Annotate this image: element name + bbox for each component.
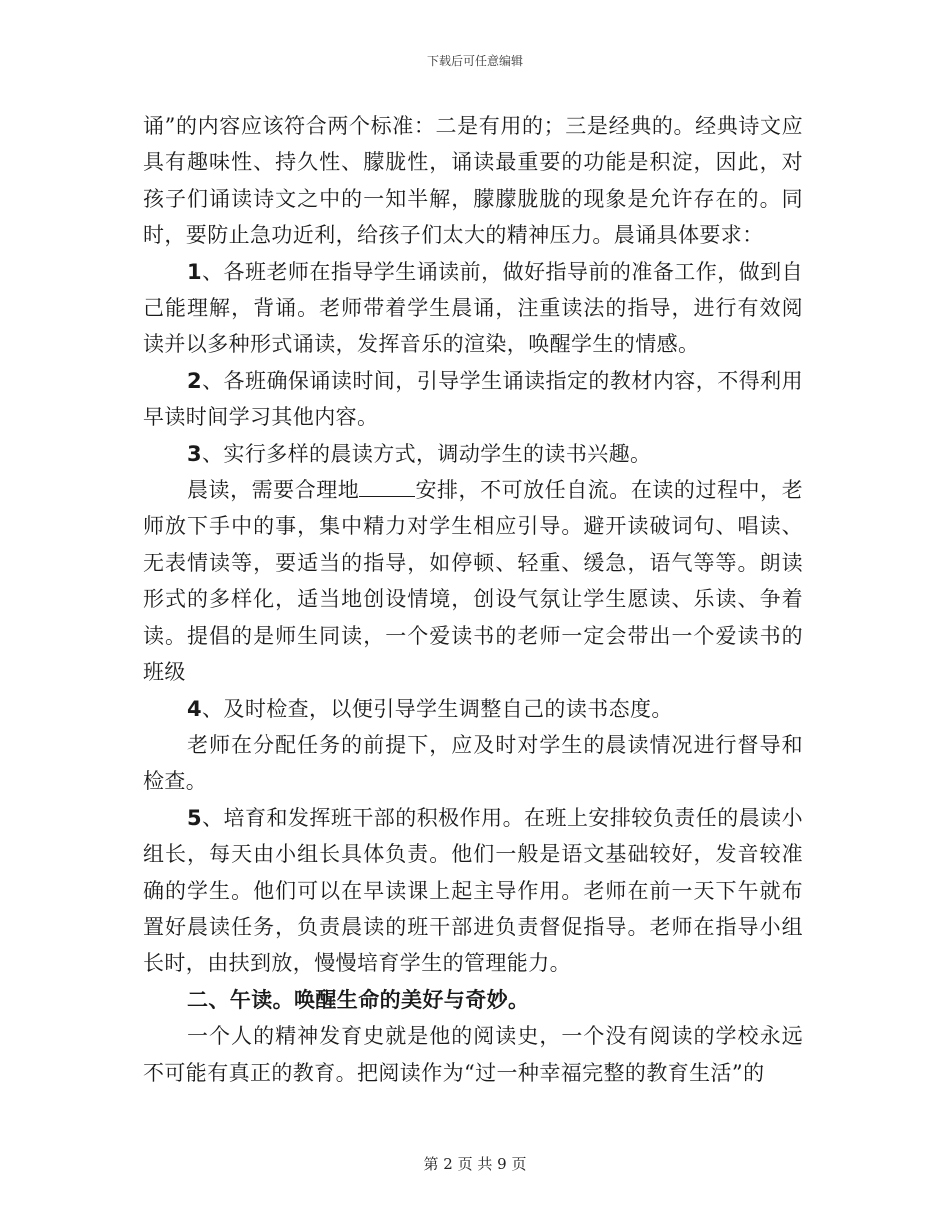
item-number: 3	[187, 441, 203, 466]
paragraph-item-2	[143, 363, 803, 436]
section-heading: 二、午读。唤醒生命的美好与奇妙。	[187, 986, 530, 1012]
paragraph-item-1	[143, 254, 803, 363]
item-text: 、培育和发挥班干部的积极作用。在班上安排较负责任的晨读小组长，每天由小组长具体负责。他们一般是语文基础较好，发音较准确的学生。他们可以在早读课上起主导作用。老师在前一天下午就布置好晨读任务，负责晨读的班干部进负责督促指导。老师在指导小组长时，由扶到放，慢慢培育学生的管理能力。	[143, 805, 803, 976]
item-number: 2	[187, 368, 203, 393]
paragraph-morning-reading	[143, 472, 803, 690]
item-number: 4	[187, 696, 203, 721]
page-footer: 第 2 页 共 9 页	[423, 1155, 527, 1173]
paragraph-item-5	[143, 800, 803, 982]
item-number: 1	[187, 259, 203, 284]
paragraph-1: 诵”的内容应该符合两个标准：二是有用的；三是经典的。经典诗文应具有趣味性、持久性、朦胧性，诵读最重要的功能是积淀，因此，对孩子们诵读诗文之中的一知半解，朦朦胧胧的现象是允许存在的。同时，要防止急功近利，给孩子们太大的精神压力。晨诵具体要求：	[143, 114, 803, 248]
paragraph-check: 老师在分配任务的前提下，应及时对学生的晨读情况进行督导和检查。	[143, 732, 803, 794]
page-header: 下载后可任意编辑	[426, 54, 523, 68]
item-text: 、及时检查，以便引导学生调整自己的读书态度。	[202, 696, 673, 721]
text-before-blank: 晨读，需要合理地	[187, 478, 360, 503]
item-text: 、实行多样的晨读方式，调动学生的读书兴趣。	[202, 441, 652, 466]
item-text: 、各班确保诵读时间，引导学生诵读指定的教材内容，不得利用早读时间学习其他内容。	[143, 368, 803, 430]
paragraph-item-3	[143, 436, 803, 472]
document-body	[143, 108, 803, 1091]
text-after-blank: 安排，不可放任自流。在读的过程中，老师放下手中的事，集中精力对学生相应引导。避开读破词句、唱读、无表情读等，要适当的指导，如停顿、轻重、缓急，语气等等。朗读形式的多样化，适当地创设情境，创设气氛让学生愿读、乐读、争着读。提倡的是师生同读，一个爱读书的老师一定会带出一个爱读书的班级	[143, 478, 803, 685]
paragraph-noon-reading: 一个人的精神发育史就是他的阅读史，一个没有阅读的学校永远不可能有真正的教育。把阅读作为“过一种幸福完整的教育生活”的	[143, 1024, 803, 1085]
item-text: 、各班老师在指导学生诵读前，做好指导前的准备工作，做到自己能理解，背诵。老师带着学生晨诵，注重读法的指导，进行有效阅读并以多种形式诵读，发挥音乐的渲染，唤醒学生的情感。	[143, 259, 803, 357]
paragraph-item-4	[143, 691, 803, 727]
fill-blank	[359, 478, 415, 497]
item-number: 5	[187, 805, 203, 830]
